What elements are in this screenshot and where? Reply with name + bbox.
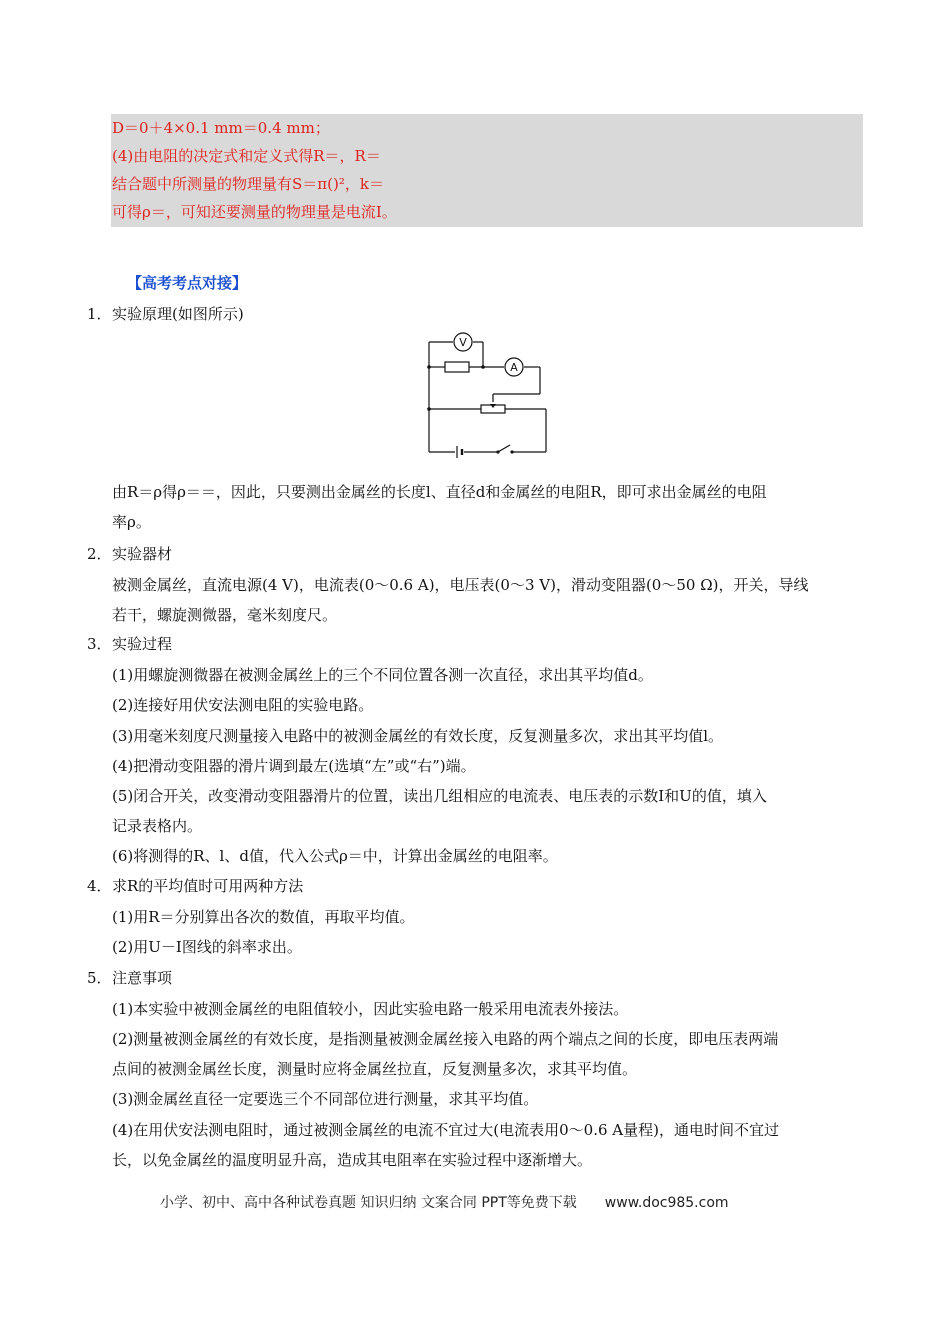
paragraph: (3)用毫米刻度尺测量接入电路中的被测金属丝的有效长度，反复测量多次，求出其平均值l。 — [112, 727, 724, 745]
paragraph: 由R＝ρ得ρ＝＝，因此，只要测出金属丝的长度l、直径d和金属丝的电阻R，即可求出金属丝的电阻 — [112, 483, 767, 501]
paragraph: 率ρ。 — [112, 513, 151, 531]
paragraph: (3)测金属丝直径一定要选三个不同部位进行测量，求其平均值。 — [112, 1090, 539, 1108]
paragraph: (2)测量被测金属丝的有效长度，是指测量被测金属丝接入电路的两个端点之间的长度，即电压表两端 — [112, 1030, 779, 1048]
resistor-icon — [445, 362, 469, 372]
junction-dot — [510, 450, 513, 453]
switch-icon — [498, 445, 510, 452]
item-heading: 实验原理(如图所示) — [112, 305, 244, 323]
item-heading: 实验过程 — [112, 635, 173, 653]
paragraph: (1)本实验中被测金属丝的电阻值较小，因此实验电路一般采用电流表外接法。 — [112, 1000, 629, 1018]
item-number: 5． — [87, 969, 112, 987]
item-number: 1． — [87, 305, 112, 323]
paragraph: (4)在用伏安法测电阻时，通过被测金属丝的电流不宜过大(电流表用0～0.6 A量程)，通电时间不宜过 — [112, 1121, 779, 1139]
junction-dot — [427, 365, 431, 369]
junction-dot — [496, 450, 499, 453]
item-heading: 注意事项 — [112, 969, 173, 987]
circuit-diagram — [420, 328, 550, 464]
paragraph: (1)用R＝分别算出各次的数值，再取平均值。 — [112, 908, 415, 926]
paragraph: (6)将测得的R、l、d值，代入公式ρ＝中，计算出金属丝的电阻率。 — [112, 847, 558, 865]
item-number: 2． — [87, 545, 112, 563]
ammeter-label: A — [510, 361, 518, 374]
page-footer — [160, 1192, 729, 1212]
paragraph: 记录表格内。 — [112, 817, 203, 835]
section-title: 【高考考点对接】 — [127, 274, 248, 292]
paragraph: (2)用U－I图线的斜率求出。 — [112, 938, 302, 956]
paragraph: 点间的被测金属丝长度，测量时应将金属丝拉直，反复测量多次，求其平均值。 — [112, 1060, 638, 1078]
paragraph: (4)把滑动变阻器的滑片调到最左(选填“左”或“右”)端。 — [112, 757, 476, 775]
slider-arrow-icon — [490, 404, 496, 408]
item-heading: 求R的平均值时可用两种方法 — [112, 877, 304, 895]
junction-dot — [427, 407, 431, 411]
paragraph: (5)闭合开关，改变滑动变阻器滑片的位置，读出几组相应的电流表、电压表的示数I和U的值，填入 — [112, 787, 767, 805]
footer-url[interactable]: www.doc985.com — [604, 1195, 729, 1211]
footer-text: 小学、初中、高中各种试卷真题 知识归纳 文案合同 PPT等免费下载 — [160, 1195, 577, 1211]
item-heading: 实验器材 — [112, 545, 173, 563]
answer-line: (4)由电阻的决定式和定义式得R＝，R＝ — [112, 147, 381, 165]
paragraph: (1)用螺旋测微器在被测金属丝上的三个不同位置各测一次直径，求出其平均值d。 — [112, 666, 653, 684]
item-number: 4． — [87, 877, 112, 895]
item-number: 3． — [87, 635, 112, 653]
paragraph: 长，以免金属丝的温度明显升高，造成其电阻率在实验过程中逐渐增大。 — [112, 1151, 593, 1169]
paragraph: (2)连接好用伏安法测电阻的实验电路。 — [112, 696, 374, 714]
paragraph: 被测金属丝，直流电源(4 V)，电流表(0～0.6 A)，电压表(0～3 V)，滑动变阻器(0～50 Ω)，开关，导线 — [112, 576, 809, 594]
answer-line: 结合题中所测量的物理量有S＝π()²，k＝ — [112, 175, 384, 193]
answer-line: D＝0＋4×0.1 mm＝0.4 mm； — [112, 119, 330, 137]
answer-line: 可得ρ＝，可知还要测量的物理量是电流I。 — [112, 203, 397, 221]
voltmeter-label: V — [459, 336, 467, 349]
junction-dot — [481, 365, 485, 369]
paragraph: 若干，螺旋测微器，毫米刻度尺。 — [112, 606, 338, 624]
